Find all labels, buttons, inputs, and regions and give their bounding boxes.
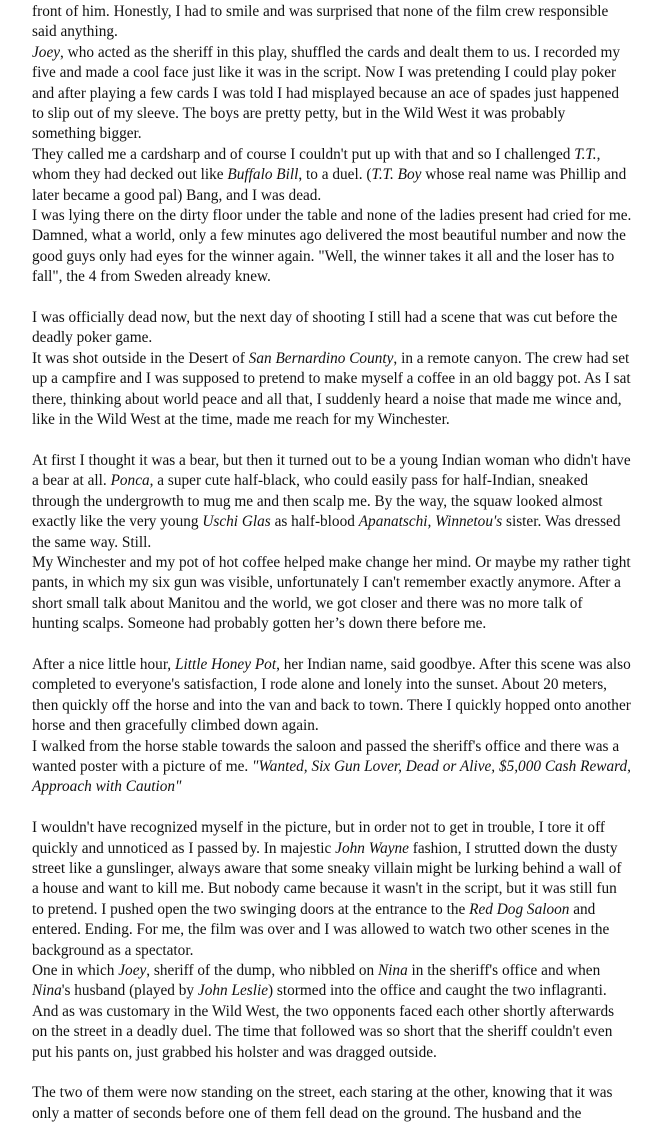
italic-text: Nina — [377, 962, 408, 980]
text-run: One in which — [32, 962, 119, 980]
paragraph — [32, 737, 632, 798]
text-run: They called me a cardsharp and of course I couldn't put up with that and so I challenged — [32, 145, 575, 163]
text-run: whose real name was Phillip and later became a good pal) Bang, and I was dead. — [32, 166, 627, 204]
paragraph — [32, 961, 632, 1063]
text-run: sister. Was dressed the same way. Still. — [32, 513, 621, 551]
text-run: , to a duel. ( — [298, 166, 372, 184]
italic-text: "Wanted, Six Gun Lover, Dead or Alive, $5,000 Cash Reward, Approach with Caution" — [32, 757, 631, 796]
paragraph — [32, 818, 632, 961]
italic-text: T.T. — [574, 145, 597, 163]
italic-text: Ponca — [110, 472, 150, 490]
text-run: I wouldn't have recognized myself in the picture, but in order not to get in trouble, I tore it off quickly and unnoticed as I passed by. In majestic — [32, 819, 605, 857]
italic-text: Joey — [32, 43, 61, 61]
text-run: My Winchester and my pot of hot coffee helped make change her mind. Or maybe my rather tight pants, in which my six gun was visible, unfortunately I can't remember exactly anymore. After a short small talk about Manitou and the world, we got closer and there was no more talk of hunting scalps. Someone had probably gotten her’s down there before me. — [32, 553, 631, 633]
italic-text: Apanatschi, Winnetou's — [358, 513, 503, 531]
text-run: At first I thought it was a bear, but then it turned out to be a young Indian woman who didn't have a bear at all. — [32, 451, 631, 490]
text-run: I walked from the horse stable towards the saloon and passed the sheriff's office and there was a wanted poster with a picture of me. — [32, 737, 620, 775]
text-run: I was officially dead now, but the next day of shooting I still had a scene that was cut before the deadly poker game. — [32, 309, 618, 347]
text-run: After a nice little hour, — [32, 655, 175, 673]
text-run: 's husband (played by — [61, 982, 198, 1000]
text-run: , sheriff of the dump, who nibbled on — [146, 962, 378, 980]
text-run: I was lying there on the dirty floor under the table and none of the ladies present had cried for me. Damned, what a world, only a few minutes ago delivered the most beautiful number and now the good guys only had eyes for the winner again. "Well, the winner takes it all and the loser has to fall", the 4 from Sweden already knew. — [32, 207, 632, 286]
paragraph — [32, 43, 632, 145]
paragraph — [32, 349, 632, 431]
text-run: , whom they had decked out like — [32, 145, 601, 184]
italic-text: Nina — [32, 982, 62, 1000]
text-run: in the sheriff's office and when — [407, 962, 601, 980]
paragraph — [32, 308, 632, 349]
italic-text: Little Honey Pot — [174, 655, 277, 673]
italic-text: Uschi Glas — [202, 513, 271, 531]
text-run: as half-blood — [270, 513, 359, 531]
text-run: It was shot outside in the Desert of — [32, 349, 249, 367]
text-run: fashion, I strutted down the dusty street like a gunslinger, always aware that some sneaky villain might be lurking behind a wall of a house and want to kill me. But nobody came because it wasn't in the script, but it was still fun to pretend. I pushed open the two swinging doors at the entrance to the — [32, 839, 622, 918]
text-run: , her Indian name, said goodbye. After this scene was also completed to everyone's satisfaction, I rode alone and lonely into the sunset. About 20 meters, then quickly off the horse and into the van and back to town. There I quickly hopped onto another horse and then gracefully climbed down again. — [32, 655, 631, 735]
paragraph — [32, 145, 632, 206]
italic-text: Joey — [118, 962, 147, 980]
paragraph — [32, 553, 632, 635]
italic-text: John Leslie — [197, 982, 269, 1000]
text-run: and entered. Ending. For me, the film was over and I was allowed to watch two other scenes in the background as a spectator. — [32, 900, 610, 959]
italic-text: Buffalo Bill — [227, 166, 299, 184]
italic-text: T.T. Boy — [371, 166, 422, 184]
paragraph — [32, 2, 632, 43]
text-run: front of him. Honestly, I had to smile and was surprised that none of the film crew responsible said anything. — [32, 3, 609, 41]
italic-text: John Wayne — [335, 839, 409, 857]
document-body — [32, 2, 632, 1124]
text-run: , a super cute half-black, who could easily pass for half-Indian, sneaked through the undergrowth to mug me and then scalp me. By the way, the squaw looked almost exactly like the very young — [32, 472, 603, 531]
paragraph — [32, 655, 632, 737]
text-run: , who acted as the sheriff in this play, shuffled the cards and dealt them to us. I recorded my five and made a cool face just like it was in the script. Now I was pretending I could play poker and after playing a few cards I was told I had misplayed because an ace of spades just happened to slip out of my sleeve. The boys are pretty petty, but in the Wild West it was probably something bigger. — [32, 43, 621, 143]
italic-text: San Bernardino County — [248, 349, 394, 367]
text-run: , in a remote canyon. The crew had set up a campfire and I was supposed to pretend to make myself a coffee in an old baggy pot. As I sat there, thinking about world peace and all that, I suddenly heard a noise that made me wince and, like in the Wild West at the time, made me reach for my Winchester. — [32, 349, 631, 429]
paragraph — [32, 206, 632, 288]
paragraph — [32, 451, 632, 553]
paragraph — [32, 1083, 632, 1124]
text-run: The two of them were now standing on the street, each staring at the other, knowing that it was only a matter of seconds before one of them fell dead on the ground. The husband and the — [32, 1084, 613, 1122]
text-run: ) stormed into the office and caught the two inflagranti. And as was customary in the Wild West, the two opponents faced each other shortly afterwards on the street in a deadly duel. The time that followed was so short that the sheriff couldn't even put his pants on, just grabbed his holster and was dragged outside. — [32, 982, 615, 1061]
italic-text: Red Dog Saloon — [469, 900, 570, 918]
